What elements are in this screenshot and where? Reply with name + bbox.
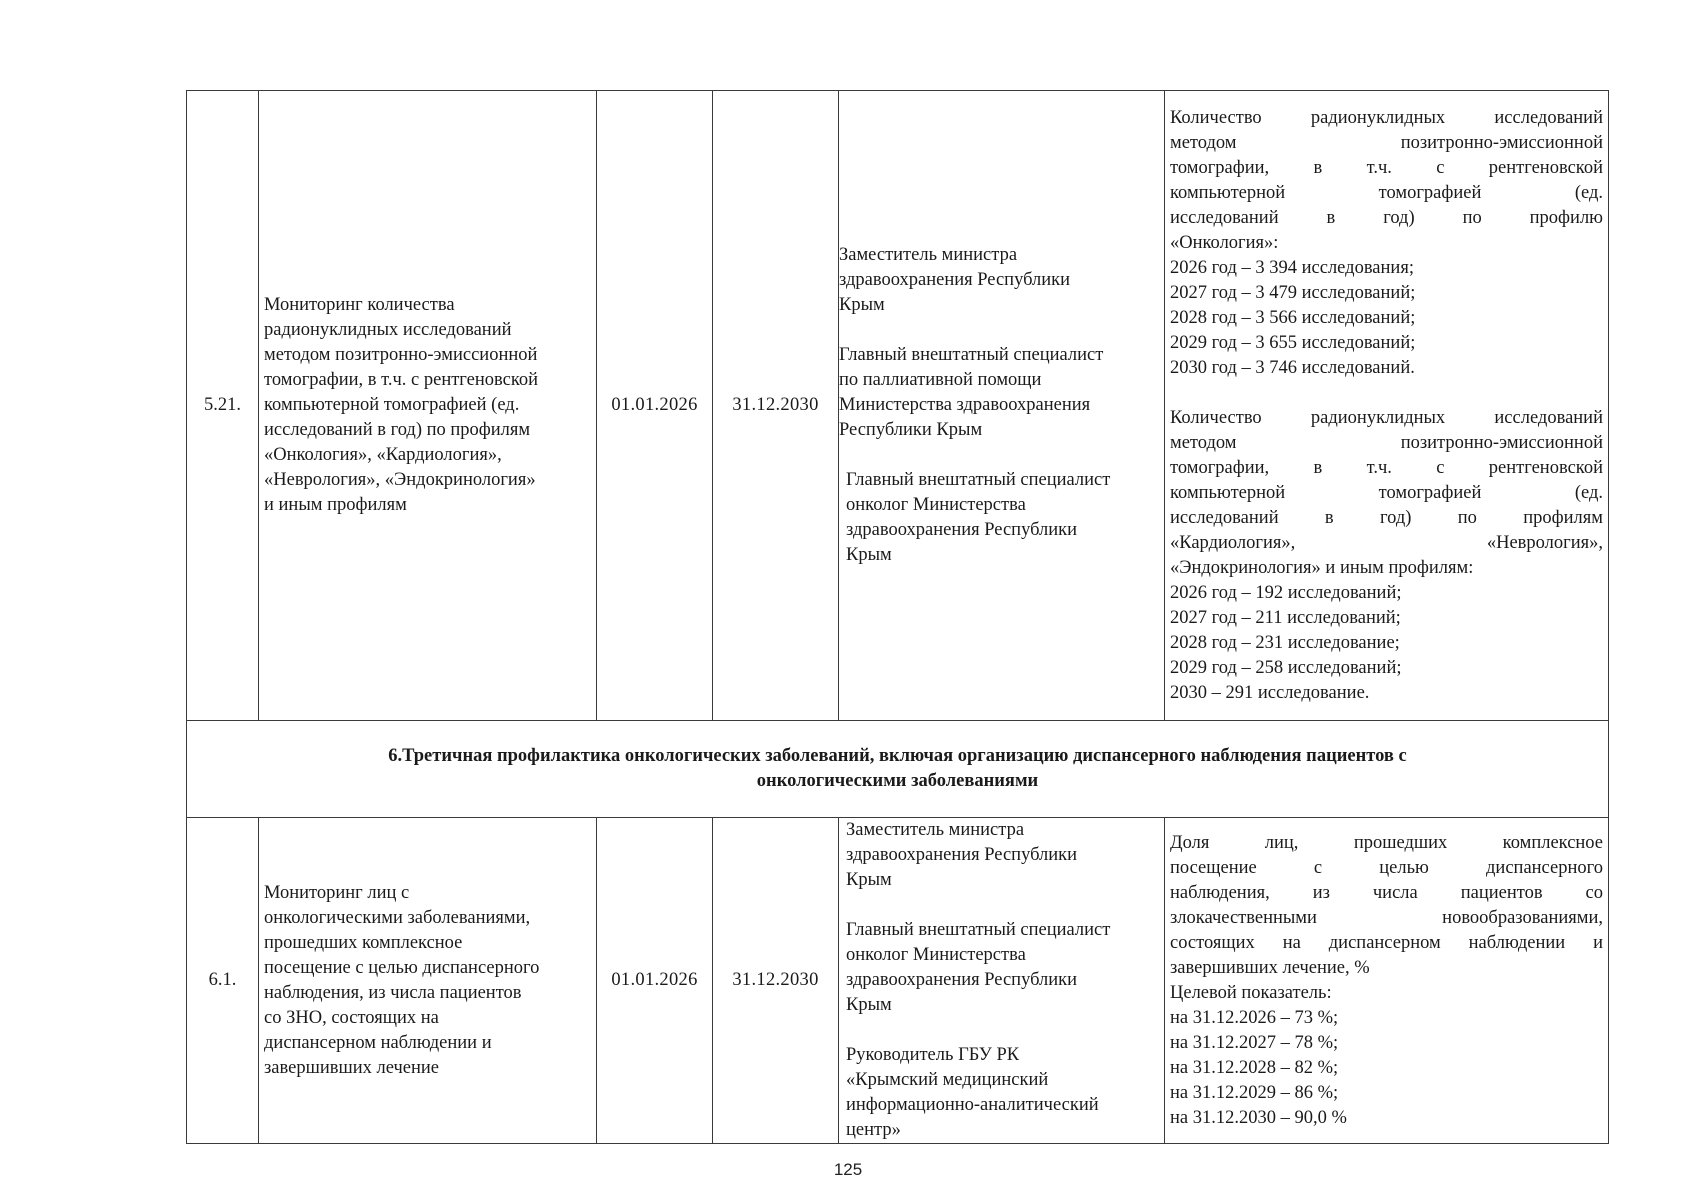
target-label: Целевой показатель: [1170, 982, 1332, 1003]
target-indicators: Доля лиц, прошедших комплексное посещение с целью диспансерного наблюдения, из числа пациентов со злокачественными новообразованиями, состоящих на диспансерном наблюдении и завершивших лечение, % Целевой показатель: на 31.12.2026 – 73 %; на 31.12.2027 – 78 %; на 31.12.2028 – 82 %; на 31.12.2029 – 86 %; на 31.12.2030 – 90,0 % [1165, 818, 1609, 1144]
section-title: 6.Третичная профилактика онкологических заболеваний, включая организацию диспансерного наблюдения пациентов с онкологическими заболеваниями [187, 721, 1609, 818]
responsible-palliative-specialist: Главный внештатный специалист по паллиативной помощи Министерства здравоохранения Республики Крым [839, 345, 1104, 440]
section-header-row [187, 721, 1609, 818]
measures-table [186, 90, 1609, 1144]
page-number: 125 [833, 1160, 863, 1179]
indicator-other-profiles: Количество радионуклидных исследований методом позитронно-эмиссионной томографии, в т.ч. с рентгеновской компьютерной томографией (ед. исследований в год) по профилям «Кардиология», «Неврология», «Эндокринология» и иным профилям: 2026 год – 192 исследований; 2027 год – 211 исследований; 2028 год – 231 исследование; 2029 год – 258 исследований; 2030 – 291 исследование. [1170, 407, 1603, 703]
target-indicators [1165, 91, 1609, 721]
table-row [187, 91, 1609, 721]
end-date: 31.12.2030 [713, 818, 839, 1144]
responsible-deputy-minister: Заместитель министра здравоохранения Республики Крым [839, 245, 1071, 315]
responsible-medical-info-center: Руководитель ГБУ РК «Крымский медицинский информационно-аналитический центр» [846, 1045, 1099, 1140]
responsible-persons [839, 818, 1165, 1144]
responsible-oncologist: Главный внештатный специалист онколог Министерства здравоохранения Республики Крым [846, 920, 1111, 1015]
responsible-persons [839, 91, 1165, 721]
responsible-oncologist: Главный внештатный специалист онколог Министерства здравоохранения Республики Крым [846, 470, 1111, 565]
task-description: Мониторинг количества радионуклидных исследований методом позитронно-эмиссионной томографии, в т.ч. с рентгеновской компьютерной томографией (ед. исследований в год) по профилям «Онкология», «Кардиология», «Неврология», «Эндокринология» и иным профилям [259, 91, 597, 721]
table-row [187, 818, 1609, 1144]
end-date: 31.12.2030 [713, 91, 839, 721]
task-description: Мониторинг лиц с онкологическими заболеваниями, прошедших комплексное посещение с целью диспансерного наблюдения, из числа пациентов со ЗНО, состоящих на диспансерном наблюдении и завершивших лечение [259, 818, 597, 1144]
start-date: 01.01.2026 [597, 818, 713, 1144]
indicator-oncology: Количество радионуклидных исследований методом позитронно-эмиссионной томографии, в т.ч. с рентгеновской компьютерной томографией (ед. исследований в год) по профилю «Онкология»: 2026 год – 3 394 исследования; 2027 год – 3 479 исследований; 2028 год – 3 566 исследований; 2029 год – 3 655 исследований; 2030 год – 3 746 исследований. [1170, 107, 1603, 378]
responsible-deputy-minister: Заместитель министра здравоохранения Республики Крым [846, 820, 1078, 890]
start-date: 01.01.2026 [597, 91, 713, 721]
row-number: 6.1. [187, 818, 259, 1144]
row-number: 5.21. [187, 91, 259, 721]
